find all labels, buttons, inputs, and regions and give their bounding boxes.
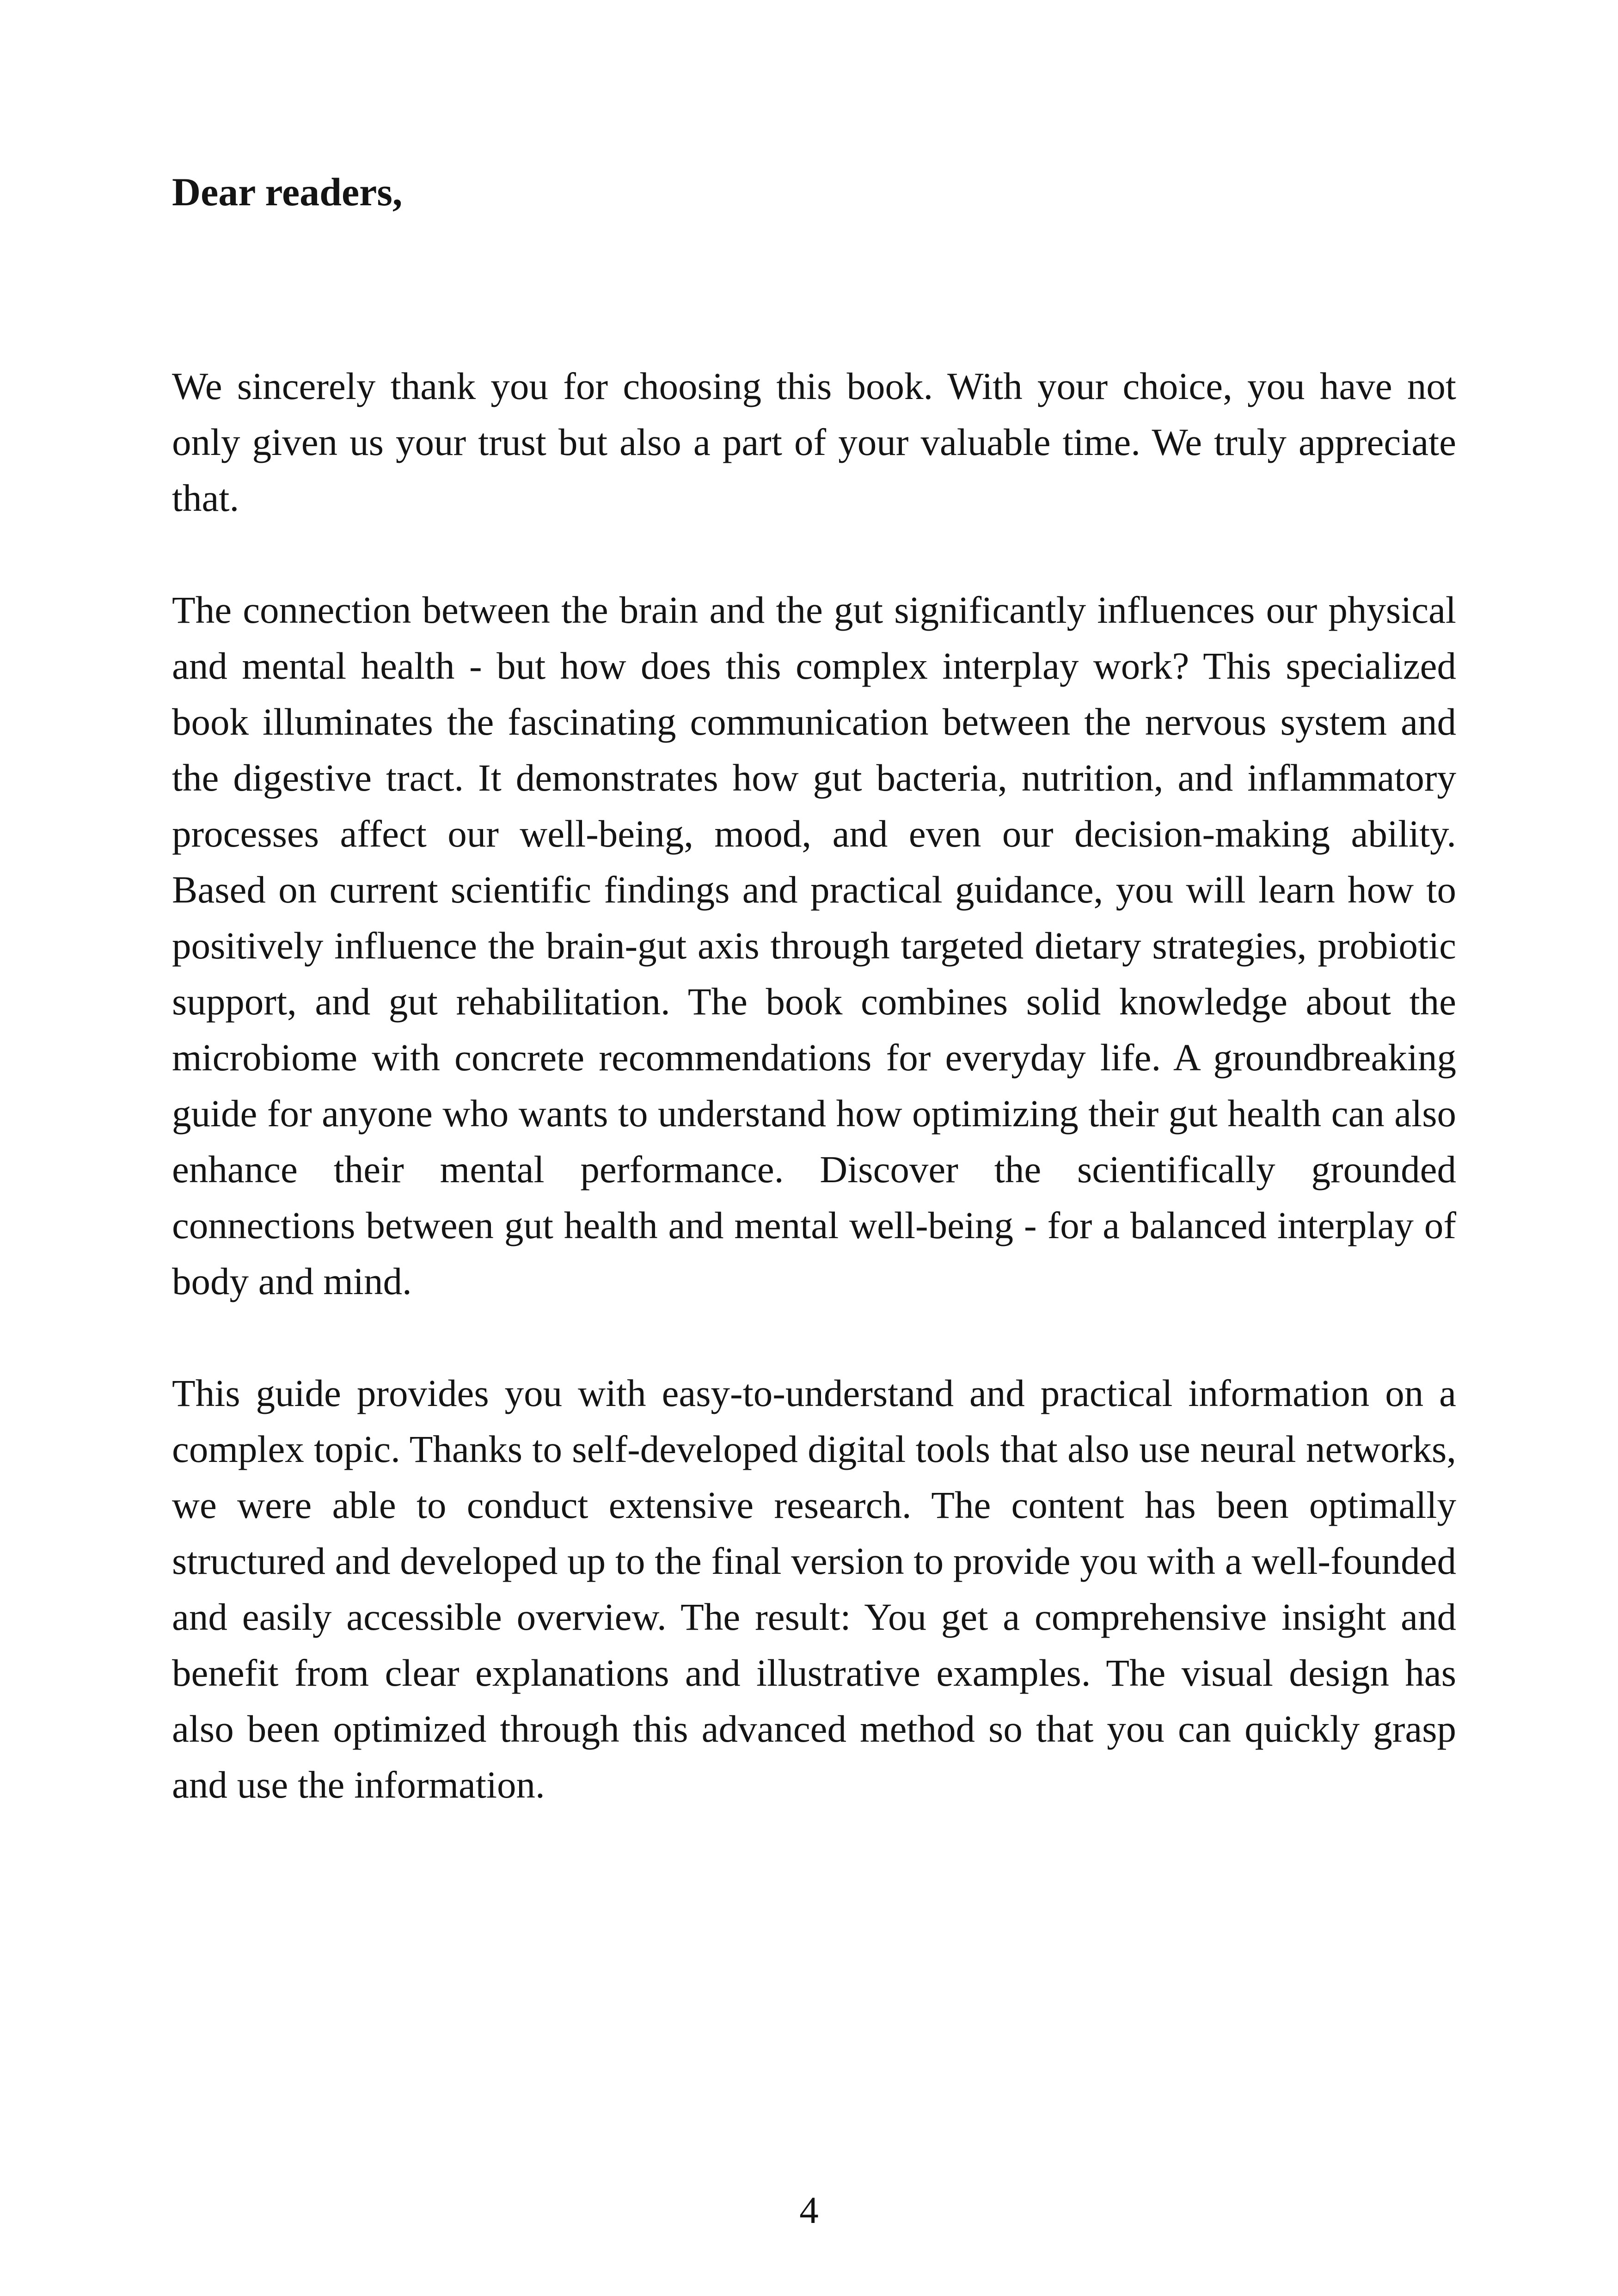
paragraph-thanks: We sincerely thank you for choosing this book. With your choice, you have not only given us your trust but also a part of your valuable time. We truly appreciate that. [172,365,1456,519]
page-content [172,164,1456,1813]
page-number: 4 [799,2189,819,2231]
paragraph-book-description: The connection between the brain and the gut significantly influences our physical and mental health - but how does this complex interplay work? This specialized book illuminates the fascinating communication between the nervous system and the digestive tract. It demonstrates how gut bacteria, nutrition, and inflammatory processes affect our well-being, mood, and even our decision-making ability. Based on current scientific findings and practical guidance, you will learn how to positively influence the brain-gut axis through targeted dietary strategies, probiotic support, and gut rehabilitation. The book combines solid knowledge about the microbiome with concrete recommendations for everyday life. A groundbreaking guide for anyone who wants to understand how optimizing their gut health can also enhance their mental performance. Discover the scientifically grounded connections between gut health and mental well-being - for a balanced interplay of body and mind. [172,589,1456,1302]
greeting-heading: Dear readers, [172,170,403,214]
paragraph-guide-method: This guide provides you with easy-to-understand and practical information on a complex topic. Thanks to self-developed digital tools that also use neural networks, we were able to conduct extensive research. The content has been optimally structured and developed up to the final version to provide you with a well-founded and easily accessible overview. The result: You get a comprehensive insight and benefit from clear explanations and illustrative examples. The visual design has also been optimized through this advanced method so that you can quickly grasp and use the information. [172,1372,1456,1806]
